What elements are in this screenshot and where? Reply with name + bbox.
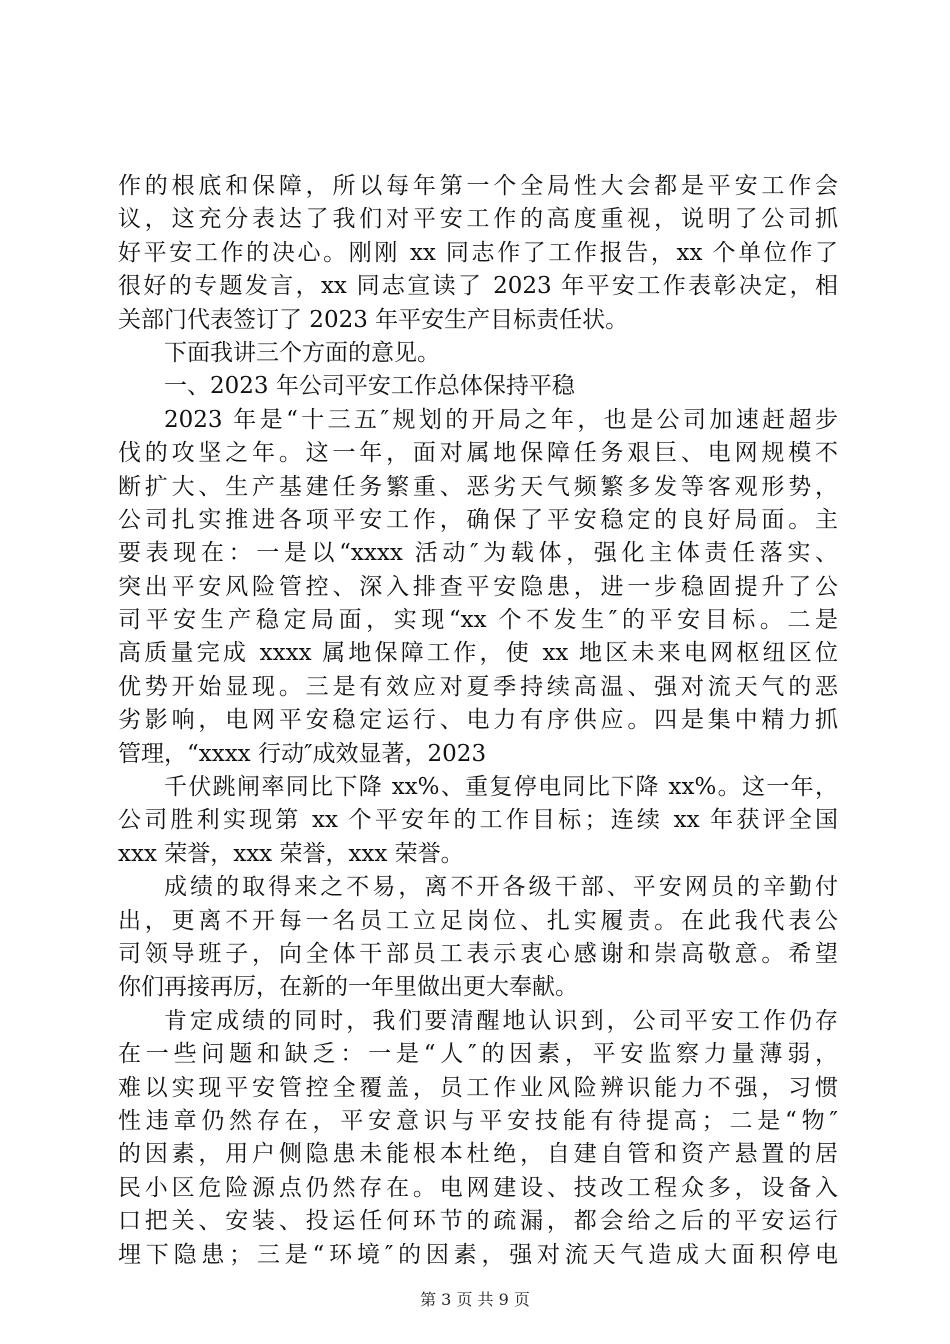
- text-line: 出，更离不开每一名员工立足岗位、扎实履责。在此我代表公: [118, 907, 838, 934]
- text-line: 性违章仍然存在，平安意识与平安技能有待提高；二是“物″: [118, 1107, 838, 1134]
- text-line: 断扩大、生产基建任务繁重、恶劣天气频繁多发等客观形势，: [118, 473, 838, 500]
- text-line: 埋下隐患；三是“环境″的因素，强对流天气造成大面积停电: [118, 1241, 838, 1268]
- text-line: 劣影响，电网平安稳定运行、电力有序供应。四是集中精力抓: [118, 707, 838, 734]
- text-line: 的因素，用户侧隐患未能根本杜绝，自建自管和资产悬置的居: [118, 1141, 838, 1168]
- text-line: 一、2023 年公司平安工作总体保持平稳: [164, 373, 575, 400]
- text-line: 好平安工作的决心。刚刚 xx 同志作了工作报告，xx 个单位作了: [118, 239, 838, 266]
- body-text: [118, 170, 838, 1272]
- text-line: 高质量完成 xxxx 属地保障工作，使 xx 地区未来电网枢纽区位: [118, 640, 838, 667]
- text-line: 优势开始显现。三是有效应对夏季持续高温、强对流天气的恶: [118, 673, 838, 700]
- text-line: 公司胜利实现第 xx 个平安年的工作目标；连续 xx 年获评全国: [118, 807, 838, 834]
- text-line: 下面我讲三个方面的意见。: [164, 339, 440, 366]
- text-line: 千伏跳闸率同比下降 xx%、重复停电同比下降 xx%。这一年，: [164, 774, 838, 801]
- text-line: 司平安生产稳定局面，实现“xx 个不发生″的平安目标。二是: [118, 607, 838, 634]
- text-line: 关部门代表签订了 2023 年平安生产目标责任状。: [118, 306, 629, 333]
- text-line: 在一些问题和缺乏：一是“人″的因素，平安监察力量薄弱，: [118, 1041, 838, 1068]
- text-line: 突出平安风险管控、深入排查平安隐患，进一步稳固提升了公: [118, 573, 838, 600]
- text-line: 你们再接再厉，在新的一年里做出更大奉献。: [118, 974, 578, 1001]
- text-line: 肯定成绩的同时，我们要清醒地认识到，公司平安工作仍存: [164, 1007, 838, 1034]
- text-line: xxx 荣誉，xxx 荣誉，xxx 荣誉。: [118, 840, 464, 867]
- text-line: 司领导班子，向全体干部员工表示衷心感谢和崇高敬意。希望: [118, 940, 838, 967]
- text-line: 管理，“xxxx 行动″成效显著，2023: [118, 740, 487, 767]
- page-footer: 第 3 页 共 9 页: [420, 1290, 530, 1309]
- text-line: 成绩的取得来之不易，离不开各级干部、平安网员的辛勤付: [164, 874, 838, 901]
- text-line: 要表现在：一是以“xxxx 活动″为载体，强化主体责任落实、: [118, 540, 838, 567]
- text-line: 2023 年是“十三五″规划的开局之年，也是公司加速赶超步: [164, 406, 838, 433]
- text-line: 民小区危险源点仍然存在。电网建设、技改工程众多，设备入: [118, 1174, 838, 1201]
- text-line: 议，这充分表达了我们对平安工作的高度重视，说明了公司抓: [118, 206, 838, 233]
- text-line: 很好的专题发言，xx 同志宣读了 2023 年平安工作表彰决定，相: [118, 273, 838, 300]
- text-line: 作的根底和保障，所以每年第一个全局性大会都是平安工作会: [118, 173, 838, 199]
- text-line: 难以实现平安管控全覆盖，员工作业风险辨识能力不强，习惯: [118, 1074, 838, 1101]
- text-line: 公司扎实推进各项平安工作，确保了平安稳定的良好局面。主: [118, 506, 838, 533]
- text-line: 口把关、安装、投运任何环节的疏漏，都会给之后的平安运行: [118, 1208, 838, 1235]
- text-line: 伐的攻坚之年。这一年，面对属地保障任务艰巨、电网规模不: [118, 440, 838, 467]
